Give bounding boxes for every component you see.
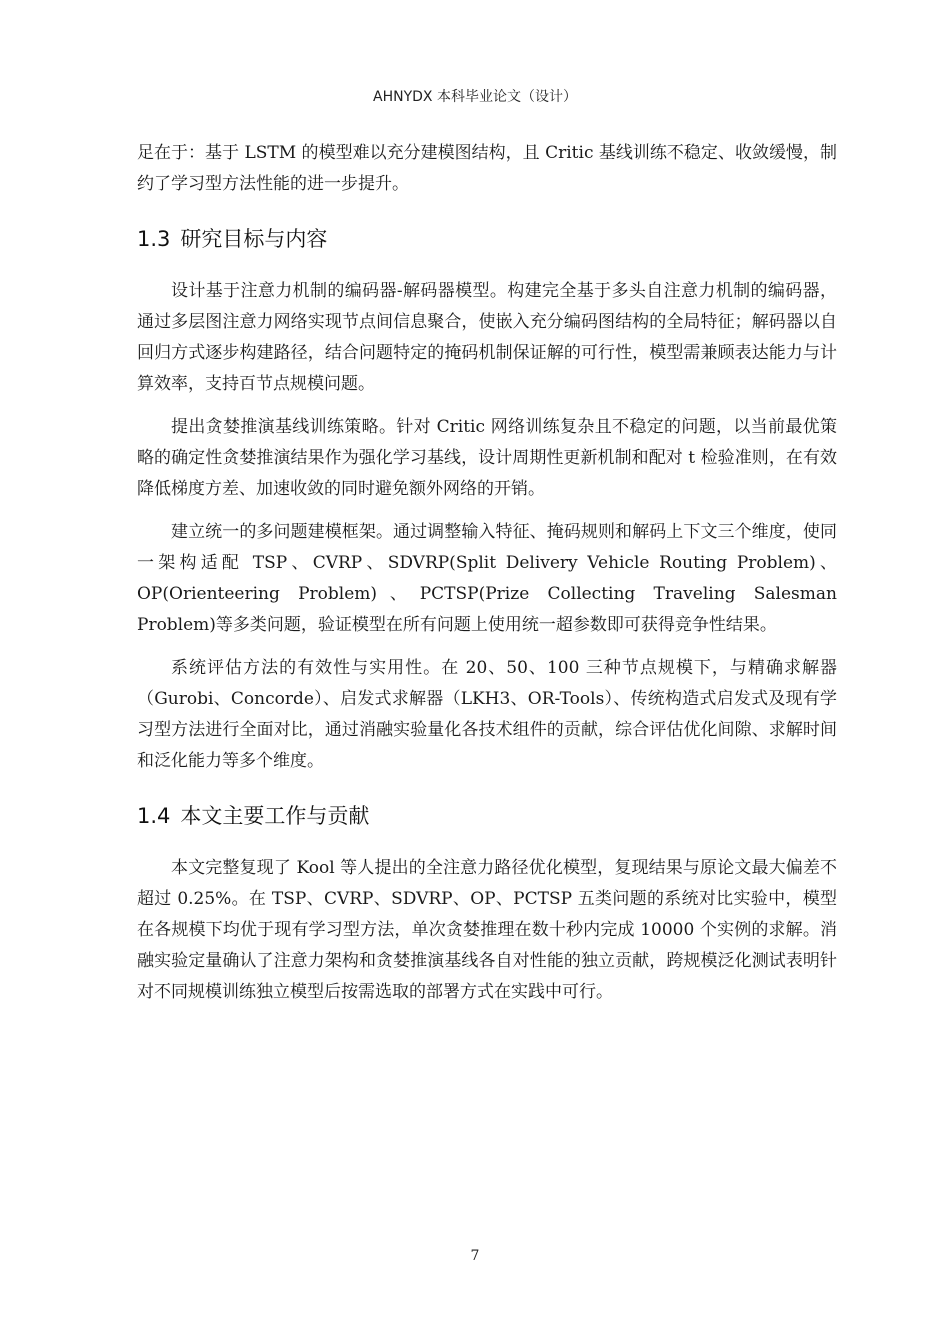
page-number: 7	[470, 1248, 480, 1264]
intro-continuation-paragraph: 足在于：基于 LSTM 的模型难以充分建模图结构，且 Critic 基线训练不稳定、收敛缓慢，制约了学习型方法性能的进一步提升。	[137, 143, 837, 194]
section-number: 1.4	[137, 804, 171, 828]
section-title: 本文主要工作与贡献	[180, 804, 370, 828]
page-body	[137, 138, 837, 1008]
running-header: AHNYDX 本科毕业论文（设计）	[373, 89, 577, 105]
section-number: 1.3	[137, 227, 171, 251]
paragraph-unified-framework: 建立统一的多问题建模框架。通过调整输入特征、掩码规则和解码上下文三个维度，使同一架构适配 TSP、CVRP、SDVRP(Split Delivery Vehicle Routing Problem)、OP(Orienteering Problem)、PCTSP(Prize Collecting Traveling Salesman Problem)等多类问题，验证模型在所有问题上使用统一超参数即可获得竞争性结果。	[137, 522, 837, 635]
section-heading-1-4	[137, 801, 837, 831]
section-title: 研究目标与内容	[180, 227, 328, 251]
paragraph-greedy-rollout: 提出贪婪推演基线训练策略。针对 Critic 网络训练复杂且不稳定的问题，以当前最优策略的确定性贪婪推演结果作为强化学习基线，设计周期性更新机制和配对 t 检验准则，在有效降低梯度方差、加速收敛的同时避免额外网络的开销。	[137, 417, 837, 499]
section-heading-1-3	[137, 224, 837, 254]
paragraph-evaluation: 系统评估方法的有效性与实用性。在 20、50、100 三种节点规模下，与精确求解器（Gurobi、Concorde）、启发式求解器（LKH3、OR-Tools）、传统构造式启发式及现有学习型方法进行全面对比，通过消融实验量化各技术组件的贡献，综合评估优化间隙、求解时间和泛化能力等多个维度。	[137, 658, 837, 771]
paragraph-contributions: 本文完整复现了 Kool 等人提出的全注意力路径优化模型，复现结果与原论文最大偏差不超过 0.25%。在 TSP、CVRP、SDVRP、OP、PCTSP 五类问题的系统对比实验中，模型在各规模下均优于现有学习型方法，单次贪婪推理在数十秒内完成 10000 个实例的求解。消融实验定量确认了注意力架构和贪婪推演基线各自对性能的独立贡献，跨规模泛化测试表明针对不同规模训练独立模型后按需选取的部署方式在实践中可行。	[137, 858, 837, 1002]
paragraph-encoder-decoder: 设计基于注意力机制的编码器-解码器模型。构建完全基于多头自注意力机制的编码器，通过多层图注意力网络实现节点间信息聚合，使嵌入充分编码图结构的全局特征；解码器以自回归方式逐步构建路径，结合问题特定的掩码机制保证解的可行性，模型需兼顾表达能力与计算效率，支持百节点规模问题。	[137, 281, 837, 394]
